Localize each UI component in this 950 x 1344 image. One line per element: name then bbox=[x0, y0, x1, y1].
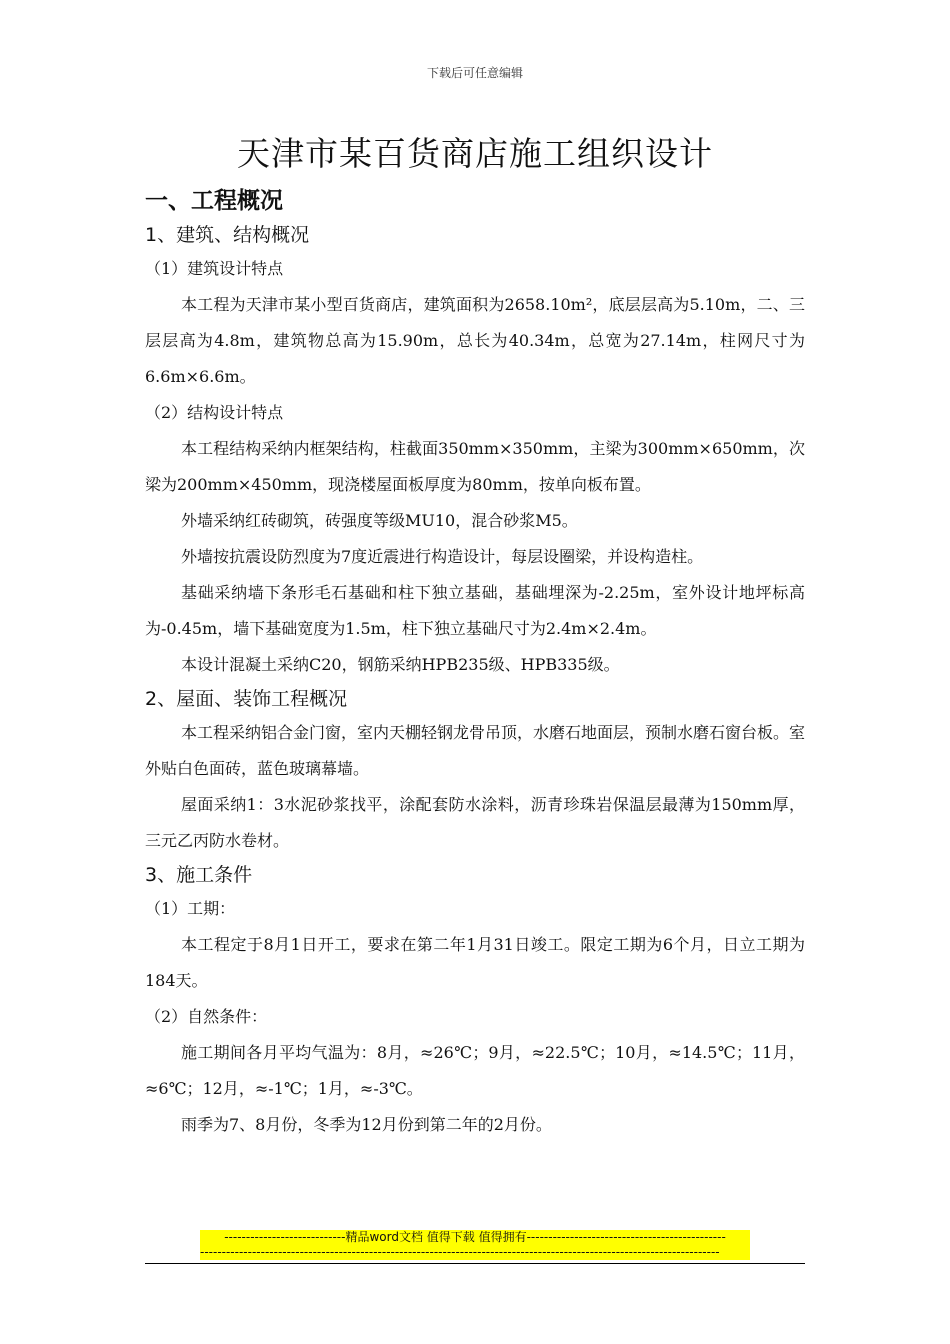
footer-banner bbox=[200, 1230, 750, 1260]
paragraph: 雨季为7、8月份，冬季为12月份到第二年的2月份。 bbox=[181, 1115, 552, 1134]
paragraph: 施工期间各月平均气温为：8月，≈26℃；9月，≈22.5℃；10月，≈14.5℃；11月，≈6℃；12月，≈-1℃；1月，≈-3℃。 bbox=[145, 1043, 805, 1098]
item-label-structure-design: （2）结构设计特点 bbox=[145, 403, 284, 422]
paragraph: 基础采纳墙下条形毛石基础和柱下独立基础，基础埋深为-2.25m，室外设计地坪标高为-0.45m，墙下基础宽度为1.5m，柱下独立基础尺寸为2.4m×2.4m。 bbox=[145, 583, 805, 638]
paragraph: 本工程结构采纳内框架结构，柱截面350mm×350mm，主梁为300mm×650mm，次梁为200mm×450mm，现浇楼屋面板厚度为80mm，按单向板布置。 bbox=[145, 439, 805, 494]
item-label-architecture: （1）建筑设计特点 bbox=[145, 259, 284, 278]
document-title: 天津市某百货商店施工组织设计 bbox=[237, 134, 713, 173]
subsection-heading-conditions: 3、施工条件 bbox=[145, 864, 253, 886]
paragraph: 本工程定于8月1日开工，要求在第二年1月31日竣工。限定工期为6个月，日立工期为184天。 bbox=[145, 935, 805, 990]
paragraph: 屋面采纳1：3水泥砂浆找平，涂配套防水涂料，沥青珍珠岩保温层最薄为150mm厚，三元乙丙防水卷材。 bbox=[145, 795, 805, 850]
footer-banner-text: ----------------------------精品word文档 值得下载 值得拥有---------------------------------------------- bbox=[224, 1230, 726, 1244]
footer-banner-dashes: ------------------------------------------------------------------------------------------------------------------------ bbox=[200, 1245, 720, 1259]
footer-divider bbox=[145, 1263, 805, 1264]
paragraph: 外墙按抗震设防烈度为7度近震进行构造设计，每层设圈梁，并设构造柱。 bbox=[181, 547, 704, 566]
subsection-heading-structure: 1、建筑、结构概况 bbox=[145, 224, 310, 246]
item-label-natural-conditions: （2）自然条件： bbox=[145, 1007, 268, 1026]
subsection-heading-roof-decoration: 2、屋面、装饰工程概况 bbox=[145, 688, 348, 710]
paragraph: 本工程采纳铝合金门窗，室内天棚轻钢龙骨吊顶，水磨石地面层，预制水磨石窗台板。室外贴白色面砖，蓝色玻璃幕墙。 bbox=[145, 723, 806, 778]
item-label-schedule: （1）工期： bbox=[145, 899, 236, 918]
header-note: 下载后可任意编辑 bbox=[426, 66, 523, 80]
document-body bbox=[145, 183, 805, 1143]
paragraph: 本设计混凝土采纳C20，钢筋采纳HPB235级、HPB335级。 bbox=[181, 655, 620, 674]
section-heading-overview: 一、工程概况 bbox=[145, 188, 283, 214]
paragraph: 外墙采纳红砖砌筑，砖强度等级MU10，混合砂浆M5。 bbox=[181, 511, 578, 530]
paragraph: 本工程为天津市某小型百货商店，建筑面积为2658.10m²，底层层高为5.10m，二、三层层高为4.8m，建筑物总高为15.90m，总长为40.34m，总宽为27.14m，柱网尺寸为6.6m×6.6m。 bbox=[145, 295, 805, 386]
